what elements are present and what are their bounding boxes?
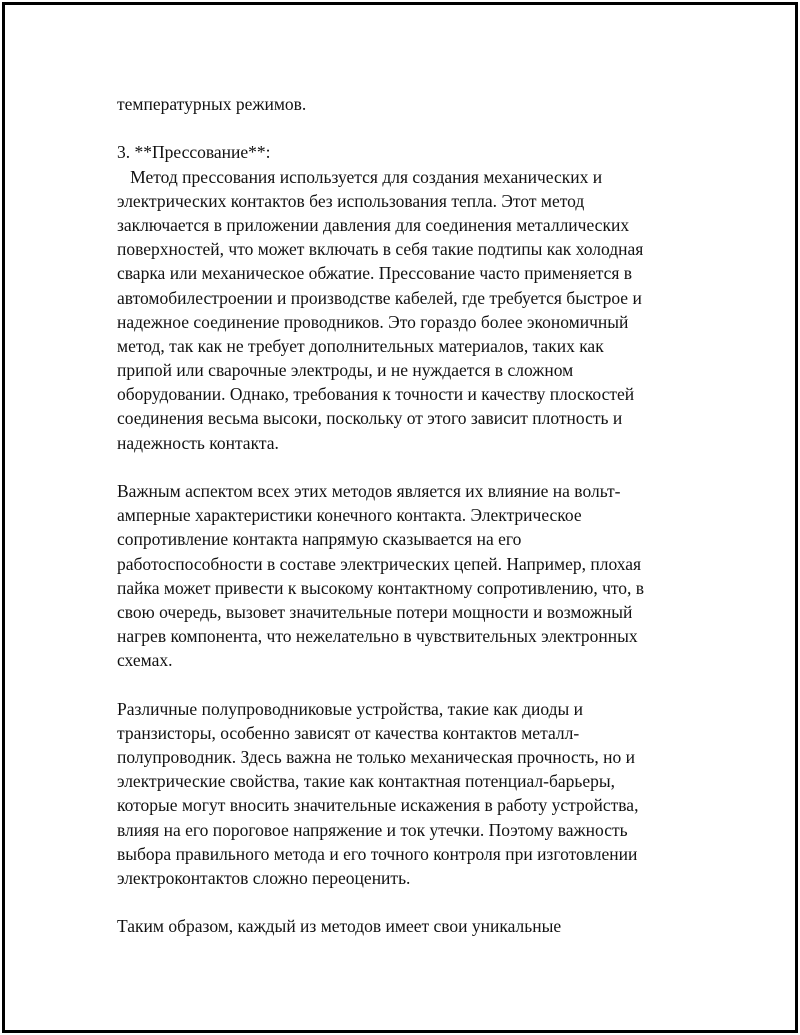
text-line: сварка или механическое обжатие. Прессование часто применяется в — [117, 263, 633, 284]
text-line: оборудовании. Однако, требования к точности и качеству плоскостей — [117, 384, 635, 405]
text-line: сопротивление контакта напрямую сказывается на его — [117, 529, 522, 550]
text-line: нагрев компонента, что нежелательно в чувствительных электронных — [117, 626, 638, 647]
paragraph-semiconductors — [117, 697, 687, 891]
text-line: выбора правильного метода и его точного контроля при изготовлении — [117, 843, 638, 864]
text-line: работоспособности в составе электрических цепей. Например, плохая — [117, 553, 642, 574]
text-line: полупроводник. Здесь важна не только механическая прочность, но и — [117, 747, 635, 768]
text-line: температурных режимов. — [117, 94, 307, 114]
text-line: которые могут вносить значительные искажения в работу устройства, — [117, 795, 639, 816]
section-heading-pressing: 3. **Прессование**: — [117, 142, 271, 163]
text-line: схемах. — [117, 650, 173, 671]
text-line: электроконтактов сложно переоценить. — [117, 868, 411, 888]
document-body — [117, 92, 687, 939]
paragraph-gap — [117, 673, 687, 697]
paragraph-gap — [117, 890, 687, 914]
text-line: поверхностей, что может включать в себя такие подтипы как холодная — [117, 239, 644, 260]
paragraph-pressing — [117, 165, 687, 455]
text-line: надежность контакта. — [117, 432, 279, 453]
paragraph-volt-ampere — [117, 479, 687, 673]
text-line: автомобилестроении и производстве кабелей, где требуется быстрое и — [117, 287, 642, 308]
text-line: Метод прессования используется для создания механических и — [117, 166, 603, 187]
text-line: заключается в приложении давления для соединения металлических — [117, 214, 630, 235]
text-line: Таким образом, каждый из методов имеет свои уникальные — [117, 916, 562, 937]
paragraph-gap — [117, 116, 687, 140]
paragraph-gap — [117, 455, 687, 479]
text-line: надежное соединение проводников. Это гораздо более экономичный — [117, 311, 629, 332]
text-line: электрических контактов без использования тепла. Этот метод — [117, 190, 585, 211]
text-line: электрические свойства, такие как контактная потенциал-барьеры, — [117, 771, 615, 792]
text-line: пайка может привести к высокому контактному сопротивлению, что, в — [117, 577, 645, 598]
text-line: припой или сварочные электроды, и не нуждается в сложном — [117, 360, 574, 381]
text-line: соединения весьма высоки, поскольку от этого зависит плотность и — [117, 408, 623, 429]
paragraph-conclusion — [117, 914, 687, 938]
text-line: метод, так как не требует дополнительных материалов, таких как — [117, 335, 604, 356]
text-line: Различные полупроводниковые устройства, такие как диоды и — [117, 698, 584, 719]
text-line: Важным аспектом всех этих методов является их влияние на вольт- — [117, 481, 621, 501]
text-line: транзисторы, особенно зависят от качества контактов металл- — [117, 722, 580, 743]
text-line: свою очередь, вызовет значительные потери мощности и возможный — [117, 601, 633, 622]
text-line: влияя на его пороговое напряжение и ток утечки. Поэтому важность — [117, 819, 628, 840]
text-line: амперные характеристики конечного контакта. Электрическое — [117, 505, 582, 526]
